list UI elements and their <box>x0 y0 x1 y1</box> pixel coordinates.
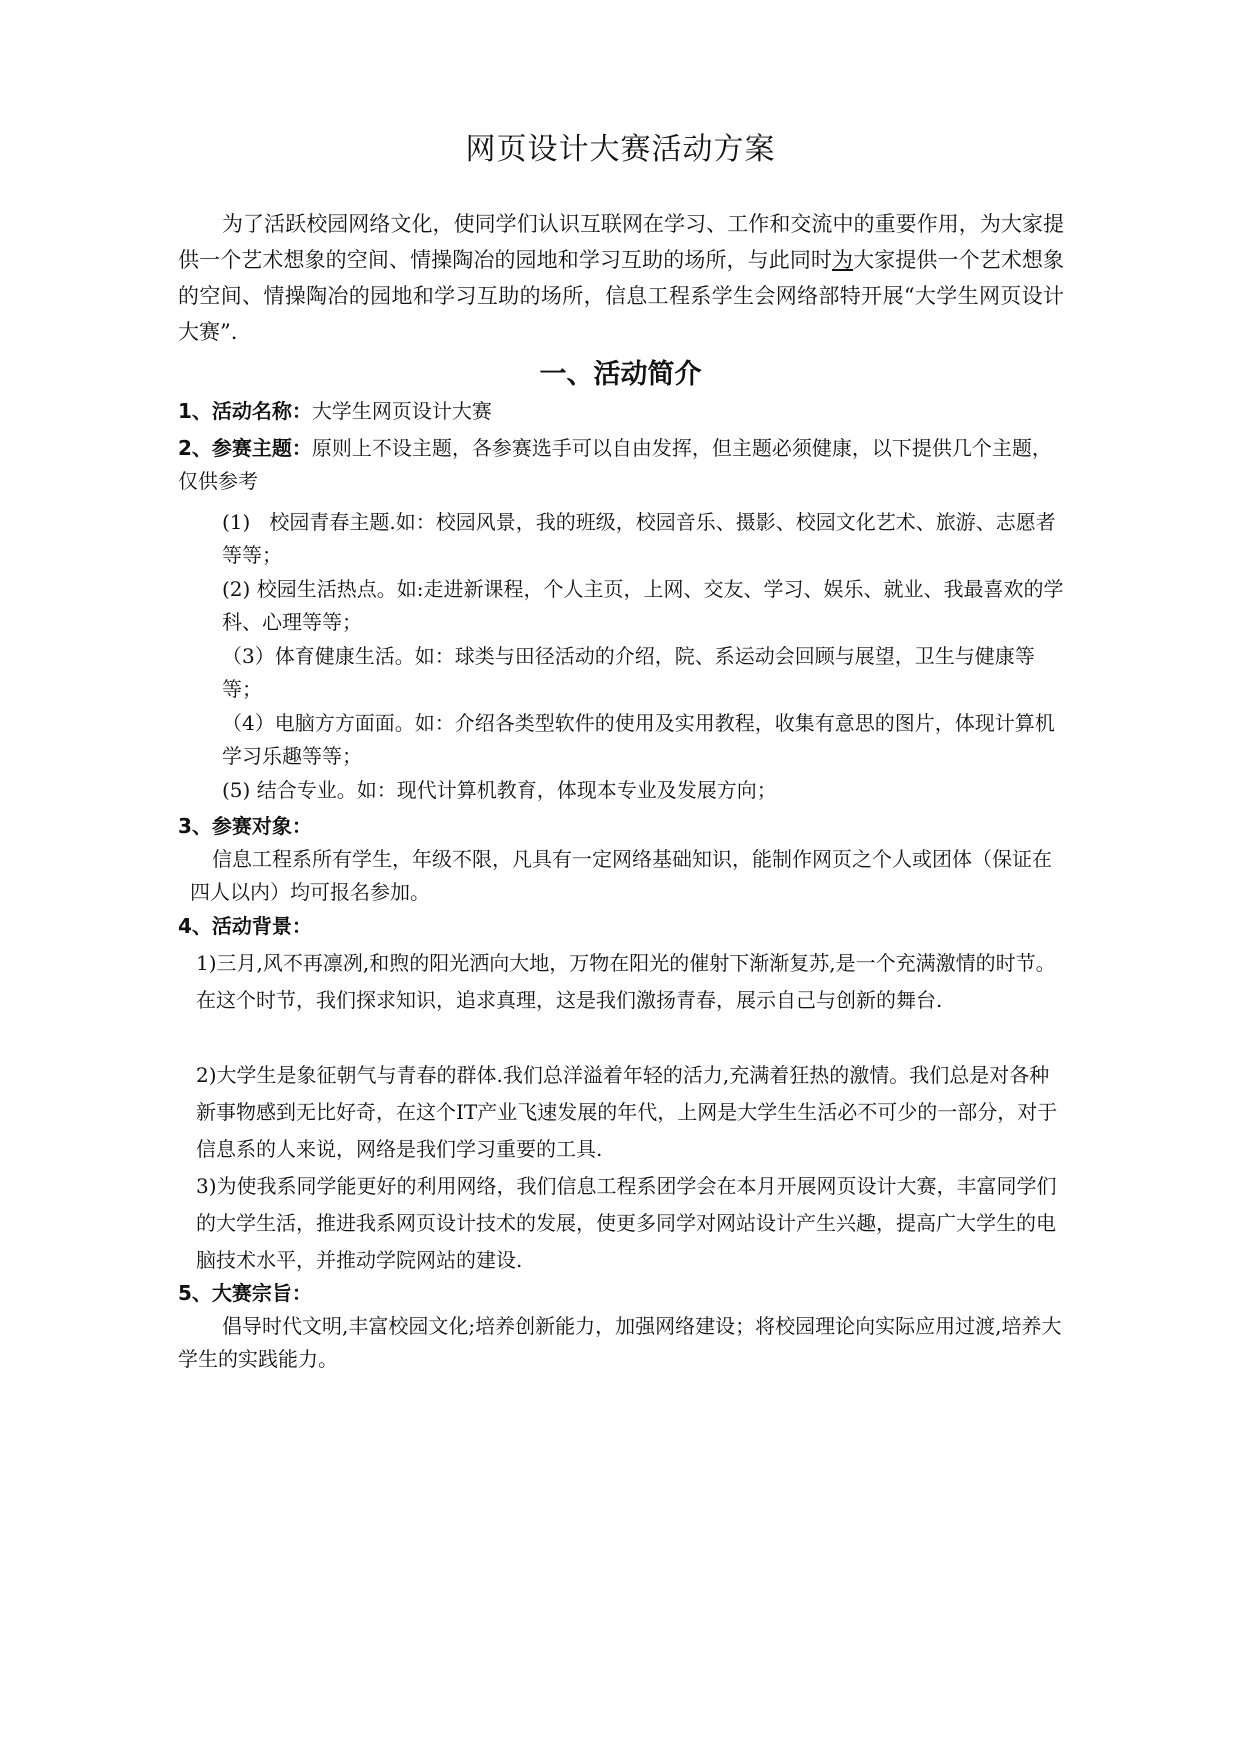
sub-item-text: 体育健康生活。如：球类与田径活动的介绍，院、系运动会回顾与展望，卫生与健康等等； <box>222 644 1035 701</box>
theme-sub-item <box>222 640 1064 706</box>
sub-item-number: (5) <box>222 778 251 802</box>
item-text: 原则上不设主题，各参赛选手可以自由发挥，但主题必须健康，以下提供几个主题，仅供参考 <box>178 436 1052 493</box>
item-participants-text: 信息工程系所有学生，年级不限，凡具有一定网络基础知识，能制作网页之个人或团体（保证在四人以内）均可报名参加。 <box>190 847 1052 904</box>
sub-item-number: (2) <box>222 577 251 601</box>
bg-item-number: 3) <box>196 1174 217 1198</box>
item-label: 3、参赛对象： <box>178 814 312 838</box>
background-item <box>196 945 1064 1019</box>
intro-underlined-word: 为 <box>832 248 854 272</box>
theme-sub-item <box>222 506 1064 572</box>
item-label: 1、活动名称： <box>178 399 312 423</box>
item-participants-label <box>178 810 1064 843</box>
item-label: 4、活动背景： <box>178 914 312 938</box>
bg-item-text: 三月,风不再凛冽,和煦的阳光洒向大地，万物在阳光的催射下渐渐复苏,是一个充满激情的时节。在这个时节，我们探求知识，追求真理，这是我们激扬青春，展示自己与创新的舞台. <box>196 951 1056 1012</box>
intro-text-part1: 为了活跃校园网络文化，使同学们认识互联网在学习、工作和交流中的重要作用，为大家提供一个艺术想象的空间、情操陶冶的园地和学习互助的场所，与此同时 <box>178 212 1064 272</box>
theme-sub-item <box>222 774 1064 807</box>
item-label: 5、大赛宗旨： <box>178 1281 312 1305</box>
bg-item-number: 1) <box>196 951 217 975</box>
item-purpose-text: 倡导时代文明,丰富校园文化;培养创新能力，加强网络建设；将校园理论向实际应用过渡,培养大学生的实践能力。 <box>178 1314 1062 1371</box>
item-label: 2、参赛主题： <box>178 436 312 460</box>
background-item <box>196 1168 1064 1279</box>
item-text: 大学生网页设计大赛 <box>311 399 492 423</box>
intro-text-part2: 大家提供一个艺术想象的空间、情操陶冶的园地和学习互助的场所，信息工程系学生会网络部特开展“大学生网页设计大赛”. <box>178 248 1065 344</box>
item-theme <box>178 432 1064 498</box>
sub-item-text: 校园青春主题.如：校园风景，我的班级，校园音乐、摄影、校园文化艺术、旅游、志愿者等等； <box>222 510 1056 567</box>
bg-item-text: 为使我系同学能更好的利用网络，我们信息工程系团学会在本月开展网页设计大赛，丰富同学们的大学生活，推进我系网页设计技术的发展，使更多同学对网站设计产生兴趣，提高广大学生的电脑技术水平，并推动学院网站的建设. <box>196 1174 1057 1272</box>
theme-sub-item <box>222 707 1064 773</box>
item-activity-name <box>178 395 1064 428</box>
section-heading: 一、活动简介 <box>539 359 702 390</box>
document-title: 网页设计大赛活动方案 <box>465 132 776 167</box>
item-background-label <box>178 910 1064 943</box>
intro-paragraph <box>178 206 1064 350</box>
sub-item-number: （3） <box>222 644 275 668</box>
sub-item-number: (1) <box>222 510 251 534</box>
bg-item-number: 2) <box>196 1063 217 1087</box>
sub-item-text: 结合专业。如：现代计算机教育，体现本专业及发展方向； <box>256 778 777 802</box>
bg-item-text: 大学生是象征朝气与青春的群体.我们总洋溢着年轻的活力,充满着狂热的激情。我们总是对各种新事物感到无比好奇，在这个IT产业飞速发展的年代，上网是大学生生活必不可少的一部分，对于信息系的人来说，网络是我们学习重要的工具. <box>196 1063 1058 1161</box>
background-item <box>196 1057 1064 1168</box>
sub-item-number: （4） <box>222 711 275 735</box>
item-purpose-label <box>178 1277 1064 1310</box>
sub-item-text: 电脑方方面面。如：介绍各类型软件的使用及实用教程，收集有意思的图片，体现计算机学习乐趣等等； <box>222 711 1055 768</box>
sub-item-text: 校园生活热点。如:走进新课程，个人主页，上网、交友、学习、娱乐、就业、我最喜欢的学科、心理等等； <box>222 577 1064 634</box>
theme-sub-item <box>222 573 1064 639</box>
